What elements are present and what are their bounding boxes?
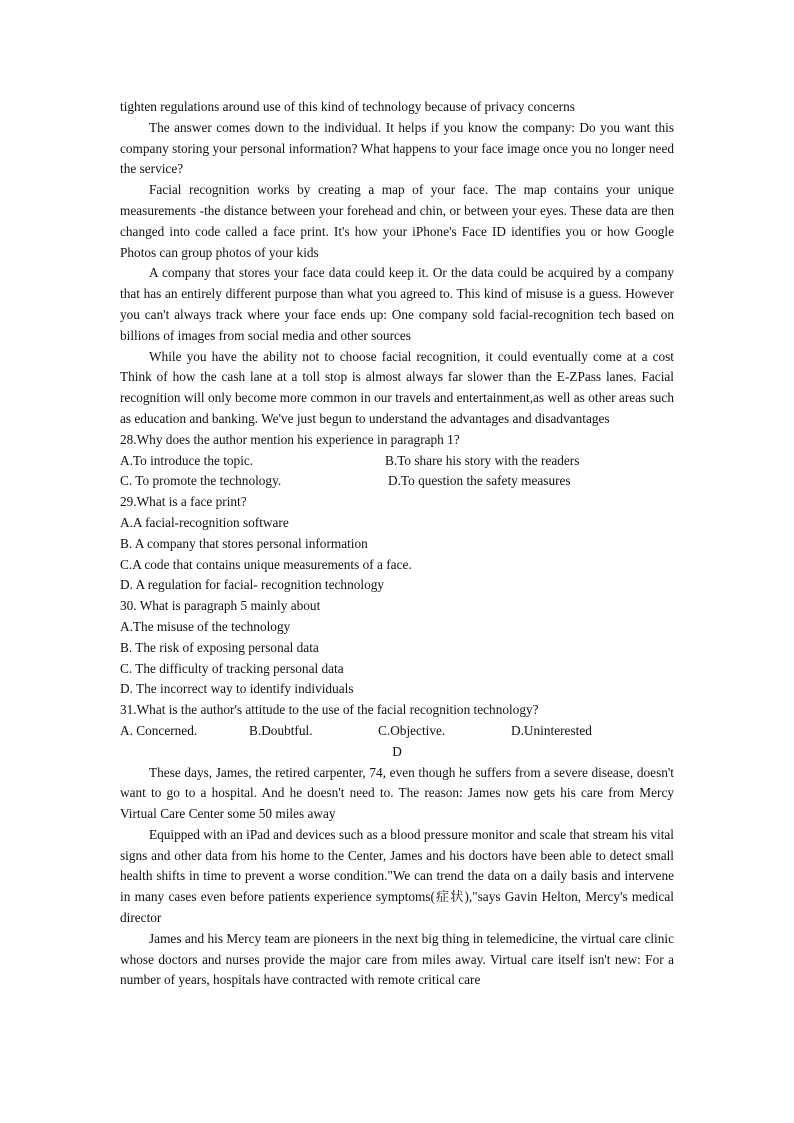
- question-30-stem: 30. What is paragraph 5 mainly about: [120, 598, 321, 614]
- question-29: [120, 492, 674, 596]
- question-31-options-row: [120, 721, 674, 742]
- question-29-option-a: A.A facial-recognition software: [120, 514, 289, 530]
- passage-d-paragraph-2: Equipped with an iPad and devices such as a blood pressure monitor and scale that stream his vital signs and other data from his home to the Center, James and his doctors have been able to detect small health shifts in time to prevent a worse condition."We can trend the data on a daily basis and intervene in many cases even before patients experience symptoms(症状),"says Gavin Helton, Mercy's medical director: [120, 826, 674, 926]
- question-29-stem: 29.What is a face print?: [120, 494, 247, 510]
- question-28: [120, 430, 674, 492]
- question-31-stem: 31.What is the author's attitude to the use of the facial recognition technology?: [120, 702, 539, 718]
- passage-c-paragraph-2: The answer comes down to the individual. It helps if you know the company: Do you want this company storing your personal information? What happens to your face image once you no longer need the service?: [120, 119, 674, 177]
- passage-c-paragraph-3: Facial recognition works by creating a map of your face. The map contains your unique measurements -the distance between your forehead and chin, or between your eyes. These data are then changed into code called a face print. It's how your iPhone's Face ID identifies you or how Google Photos can group photos of your kids: [120, 182, 674, 260]
- passage-d-paragraph-1: These days, James, the retired carpenter, 74, even though he suffers from a severe disease, doesn't want to go to a hospital. And he doesn't need to. The reason: James now gets his care from Mercy Virtual Care Center some 50 miles away: [120, 764, 674, 822]
- question-30-option-b: B. The risk of exposing personal data: [120, 639, 319, 655]
- section-d-heading: D: [392, 743, 402, 759]
- question-28-option-c: C. To promote the technology.: [120, 473, 282, 489]
- question-29-option-c: C.A code that contains unique measurements of a face.: [120, 556, 412, 572]
- passage-c-paragraph-1: tighten regulations around use of this kind of technology because of privacy concerns: [120, 99, 575, 114]
- passage-d-paragraph-3: James and his Mercy team are pioneers in the next big thing in telemedicine, the virtual care clinic whose doctors and nurses provide the major care from miles away. Virtual care itself isn't new: For a number of years, hospitals have contracted with remote critical care: [120, 930, 674, 988]
- question-30-option-a: A.The misuse of the technology: [120, 618, 291, 634]
- question-30-option-c: C. The difficulty of tracking personal data: [120, 660, 344, 676]
- question-28-option-a: A.To introduce the topic.: [120, 452, 254, 468]
- question-31-option-a: A. Concerned.: [120, 722, 198, 738]
- passage-c-paragraph-4: A company that stores your face data could keep it. Or the data could be acquired by a company that has an entirely different purpose than what you agreed to. This kind of misuse is a guess. However you can't always track where your face ends up: One company sold facial-recognition tech based on billions of images from social media and other sources: [120, 265, 674, 343]
- question-28-stem: 28.Why does the author mention his experience in paragraph 1?: [120, 431, 460, 447]
- question-30-option-d: D. The incorrect way to identify individuals: [120, 681, 354, 697]
- question-29-option-b: B. A company that stores personal information: [120, 535, 368, 551]
- question-28-option-d: D.To question the safety measures: [388, 473, 571, 489]
- question-31-option-d: D.Uninterested: [511, 722, 592, 738]
- passage-c-paragraph-5: While you have the ability not to choose facial recognition, it could eventually come at a cost Think of how the cash lane at a toll stop is almost always far slower than the E-ZPass lanes. Facial recognition will only become more common in our travels and entertainment,as well as other areas such as education and banking. We've just begun to understand the advantages and disadvantages: [120, 348, 674, 426]
- question-31: [120, 700, 674, 742]
- question-28-option-b: B.To share his story with the readers: [385, 452, 580, 468]
- document-page: [120, 97, 674, 991]
- question-31-option-b: B.Doubtful.: [249, 722, 313, 738]
- question-31-option-c: C.Objective.: [378, 722, 446, 738]
- question-30: [120, 596, 674, 700]
- question-29-option-d: D. A regulation for facial- recognition technology: [120, 577, 385, 593]
- question-28-options-row-2: [120, 471, 674, 492]
- question-28-options-row-1: [120, 451, 674, 472]
